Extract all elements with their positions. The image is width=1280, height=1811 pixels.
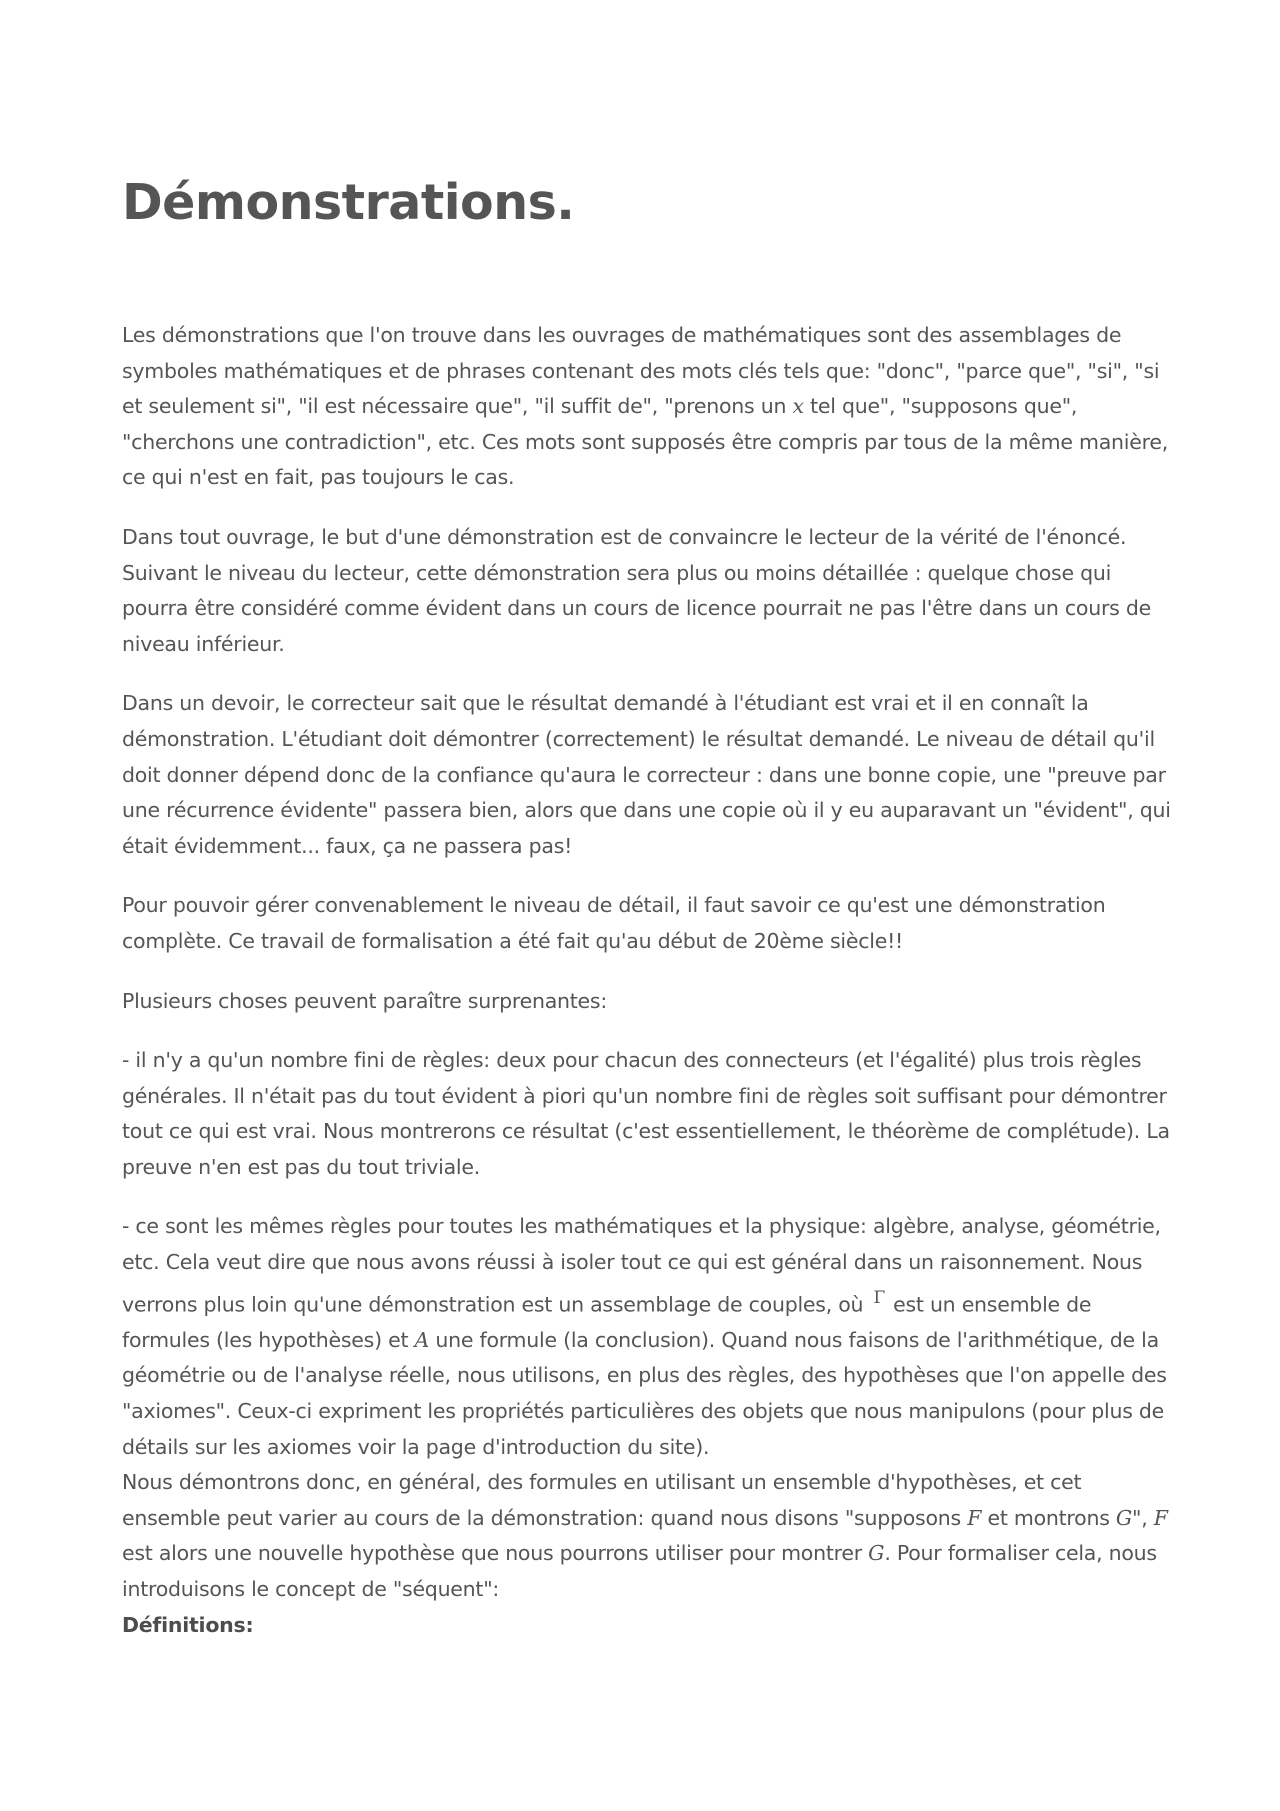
document-page — [122, 168, 1172, 1667]
paragraph-finite-rules: - il n'y a qu'un nombre fini de règles: deux pour chacun des connecteurs (et l'égalité) plus trois règles générales. Il n'était pas du tout évident à piori qu'un nombre fini de règles soit suffisant pour démontrer tout ce qui est vrai. Nous montrerons ce résultat (c'est essentiellement, le théorème de complétude). La preuve n'en est pas du tout triviale. — [122, 1048, 1170, 1179]
document-body — [122, 318, 1172, 1643]
paragraph-formalisation: Pour pouvoir gérer convenablement le niveau de détail, il faut savoir ce qu'est une démonstration complète. Ce travail de formalisation a été fait qu'au début de 20ème siècle!! — [122, 893, 1106, 953]
paragraph-same-rules: - ce sont les mêmes règles pour toutes les mathématiques et la physique: algèbre, analyse, géométrie, etc. Cela veut dire que nous avons réussi à isoler tout ce qui est général dans un raisonnement. Nous verrons plus loin qu'une démonstration est un assemblage de couples, où Γ est un ensemble de formules (les hypothèses) et A une formule (la conclusion). Quand nous faisons de l'arithmétique, de la géométrie ou de l'analyse réelle, nous utilisons, en plus des règles, des hypothèses que l'on appelle des "axiomes". Ceux-ci expriment les propriétés particulières des objets que nous manipulons (pour plus de détails sur les axiomes voir la page d'introduction du site). — [122, 1214, 1167, 1459]
math-F: F — [967, 1505, 982, 1530]
math-gamma: Γ — [873, 1287, 886, 1308]
paragraph-surprises: Plusieurs choses peuvent paraître surprenantes: — [122, 988, 608, 1013]
math-F: F — [1153, 1505, 1168, 1530]
paragraph-homework: Dans un devoir, le correcteur sait que le résultat demandé à l'étudiant est vrai et il en connaît la démonstration. L'étudiant doit démontrer (correctement) le résultat demandé. Le niveau de détail qu'il doit donner dépend donc de la confiance qu'aura le correcteur : dans une bonne copie, une "preuve par une récurrence évidente" passera bien, alors que dans une copie où il y eu auparavant un "évident", qui était évidemment... faux, ça ne passera pas! — [122, 691, 1171, 858]
math-x: x — [792, 394, 804, 419]
math-G: G — [868, 1541, 885, 1566]
paragraph-sequent: Nous démontrons donc, en général, des formules en utilisant un ensemble d'hypothèses, et cet ensemble peut varier au cours de la démonstration: quand nous disons "supposons F et montrons G", F est alors une nouvelle hypothèse que nous pourrons utiliser pour montrer G. Pour formaliser cela, nous introduisons le concept de "séquent": — [122, 1470, 1168, 1601]
page-title: Démonstrations. — [122, 174, 575, 231]
math-G: G — [1115, 1505, 1133, 1530]
definitions-heading: Définitions: — [122, 1612, 254, 1637]
math-A: A — [414, 1327, 430, 1352]
paragraph-intro: Les démonstrations que l'on trouve dans les ouvrages de mathématiques sont des assemblages de symboles mathématiques et de phrases contenant des mots clés tels que: "donc", "parce que", "si", "si et seulement si", "il est nécessaire que", "il suffit de", "prenons un x tel que", "supposons que", "cherchons une contradiction", etc. Ces mots sont supposés être compris par tous de la même manière, ce qui n'est en fait, pas toujours le cas. — [122, 323, 1168, 490]
paragraph-goal: Dans tout ouvrage, le but d'une démonstration est de convaincre le lecteur de la vérité de l'énoncé. Suivant le niveau du lecteur, cette démonstration sera plus ou moins détaillée : quelque chose qui pourra être considéré comme évident dans un cours de licence pourrait ne pas l'être dans un cours de niveau inférieur. — [122, 524, 1151, 656]
